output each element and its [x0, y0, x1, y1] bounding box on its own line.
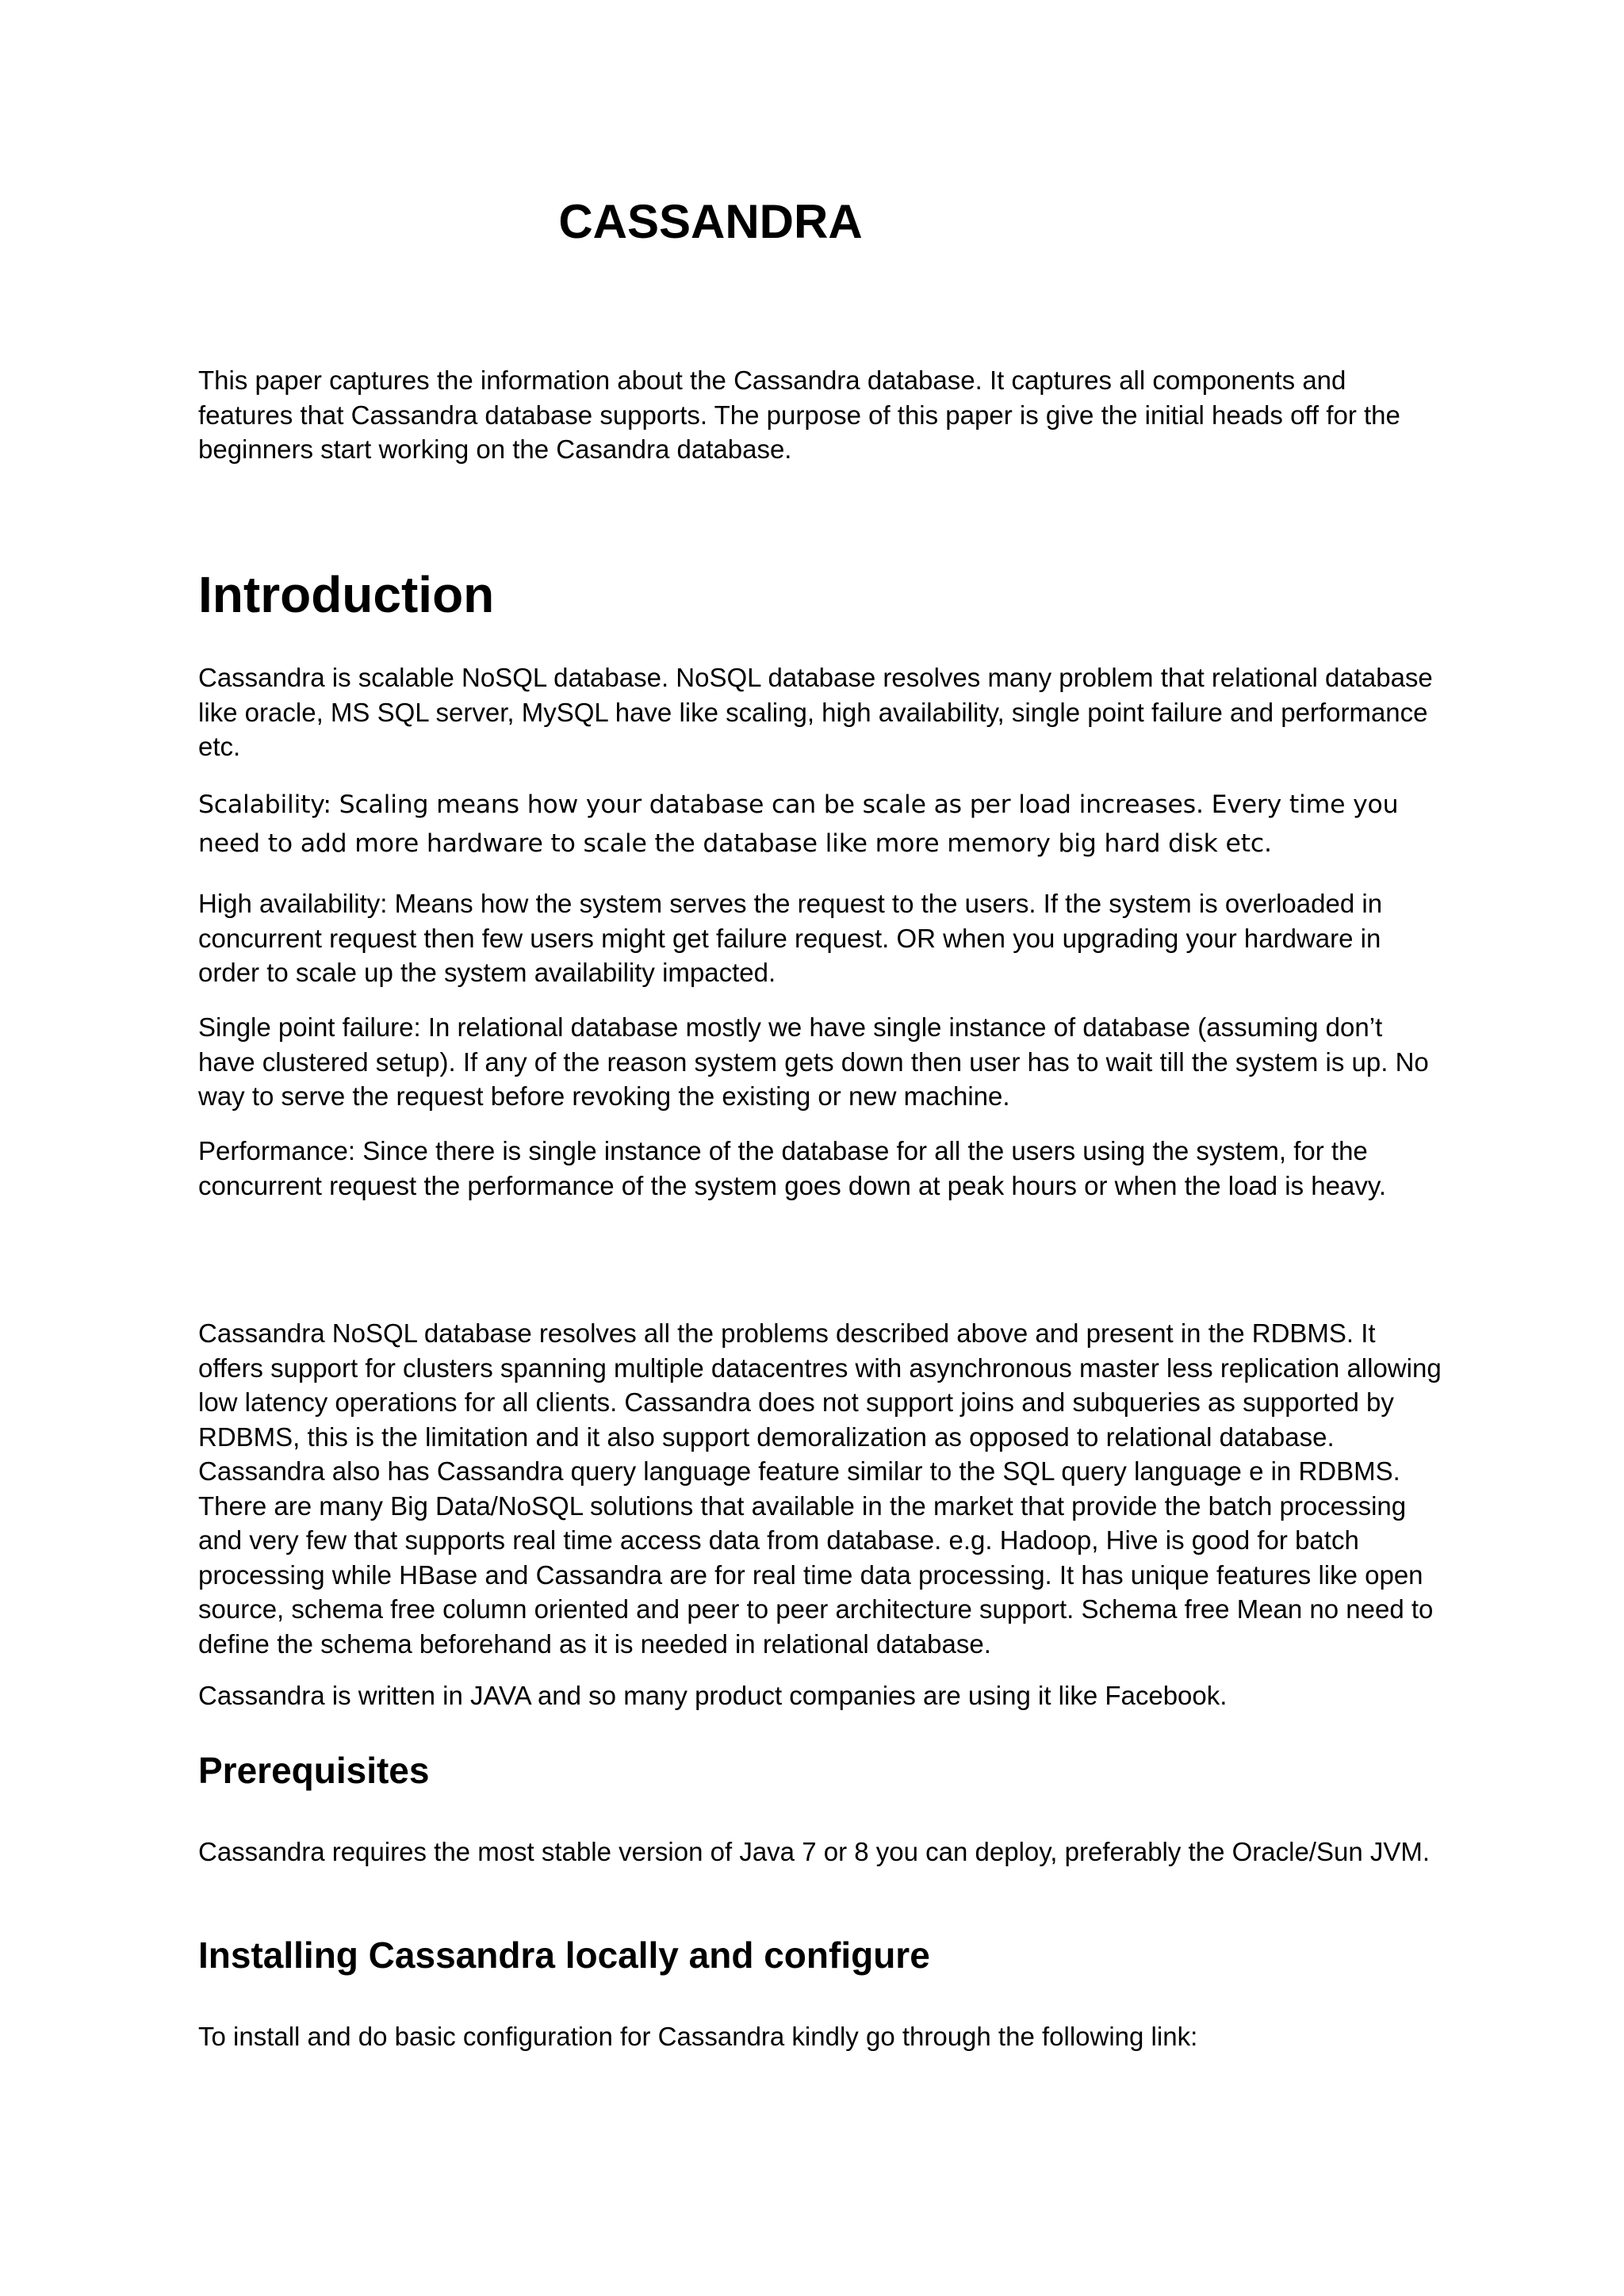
- installing-paragraph: To install and do basic configuration for Cassandra kindly go through the following link:: [198, 2022, 1198, 2051]
- intro-paragraph-single-point-failure: Single point failure: In relational database mostly we have single instance of database (assuming don’t have clustered setup). If any of the reason system gets down then user has to wait till the system is up. No way to serve the request before revoking the existing or new machine.: [198, 1012, 1429, 1111]
- introduction-heading: Introduction: [198, 566, 495, 623]
- installing-heading: Installing Cassandra locally and configure: [198, 1934, 930, 1976]
- prerequisites-heading: Prerequisites: [198, 1750, 430, 1791]
- intro-paragraph-overview: Cassandra is scalable NoSQL database. NoSQL database resolves many problem that relational database like oracle, MS SQL server, MySQL have like scaling, high availability, single point failure and performance etc.: [198, 663, 1433, 761]
- intro-paragraph-scalability: Scalability: Scaling means how your database can be scale as per load increases. Every time you need to add more hardware to scale the database like more memory big hard disk etc.: [198, 790, 1399, 858]
- intro-paragraph-cassandra-features: Cassandra NoSQL database resolves all the problems described above and present in the RDBMS. It offers support for clusters spanning multiple datacentres with asynchronous master less replication allowing low latency operations for all clients. Cassandra does not support joins and subqueries as supported by RDBMS, this is the limitation and it also support demoralization as opposed to relational database. Cassandra also has Cassandra query language feature similar to the SQL query language e in RDBMS. There are many Big Data/NoSQL solutions that available in the market that provide the batch processing and very few that supports real time access data from database. e.g. Hadoop, Hive is good for batch processing while HBase and Cassandra are for real time data processing. It has unique features like open source, schema free column oriented and peer to peer architecture support. Schema free Mean no need to define the schema beforehand as it is needed in relational database.: [198, 1318, 1442, 1659]
- intro-paragraph-high-availability: High availability: Means how the system serves the request to the users. If the system is overloaded in concurrent request then few users might get failure request. OR when you upgrading your hardware in order to scale up the system availability impacted.: [198, 889, 1383, 987]
- document-title: CASSANDRA: [558, 195, 863, 248]
- intro-paragraph-java: Cassandra is written in JAVA and so many product companies are using it like Facebook.: [198, 1681, 1228, 1710]
- prerequisites-paragraph: Cassandra requires the most stable version of Java 7 or 8 you can deploy, preferably the Oracle/Sun JVM.: [198, 1837, 1431, 1866]
- abstract-paragraph: This paper captures the information about the Cassandra database. It captures all components and features that Cassandra database supports. The purpose of this paper is give the initial heads off for the beginners start working on the Casandra database.: [198, 365, 1400, 464]
- intro-paragraph-performance: Performance: Since there is single instance of the database for all the users using the system, for the concurrent request the performance of the system goes down at peak hours or when the load is heavy.: [198, 1136, 1387, 1200]
